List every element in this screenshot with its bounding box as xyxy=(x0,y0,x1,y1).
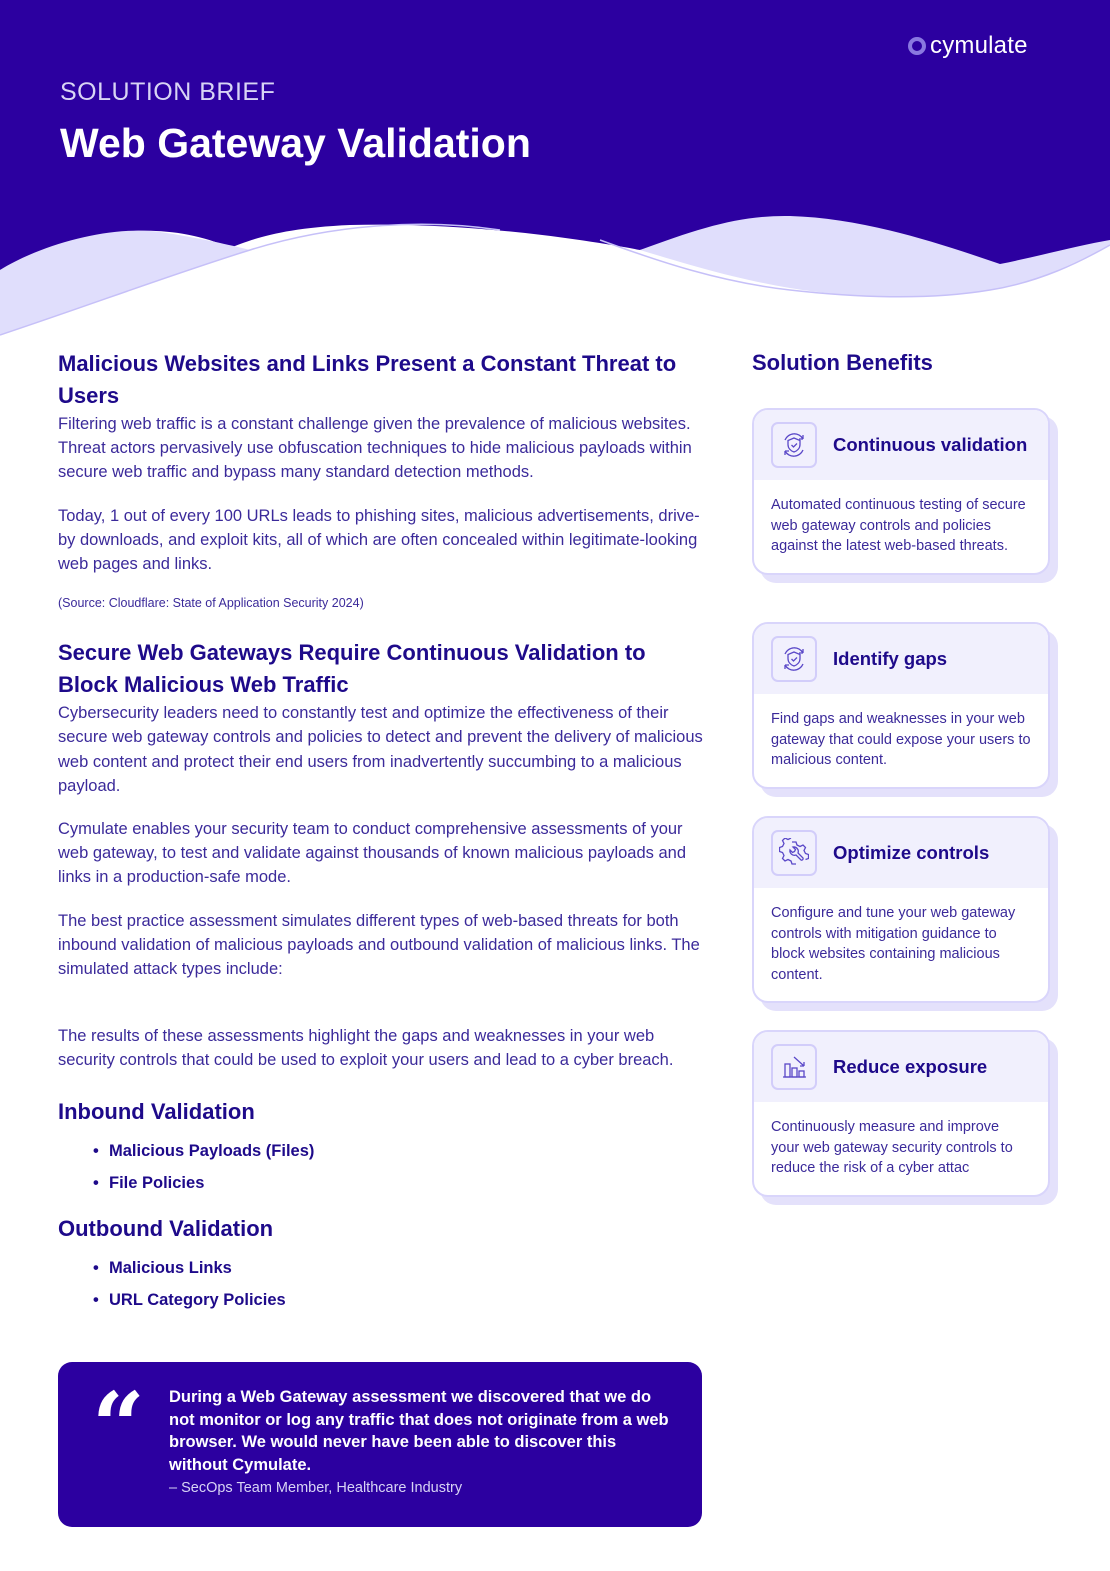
inbound-list xyxy=(58,1135,708,1199)
testimonial-quote xyxy=(58,1362,702,1527)
brand-logo xyxy=(908,32,1028,60)
paragraph: The best practice assessment simulates different types of web-based threats for both inbound validation of malicious payloads and outbound validation of malicious links. The simulated attack types include: xyxy=(58,911,700,979)
benefit-card-identify-gaps xyxy=(752,622,1050,789)
paragraph: The results of these assessments highlight the gaps and weaknesses in your web security controls that could be used to exploit your users and lead to a cyber breach. xyxy=(58,1027,674,1070)
card-header xyxy=(754,1032,1048,1102)
bar-chart-down-icon xyxy=(771,1044,817,1090)
section-heading-validation: Secure Web Gateways Require Continuous Validation to Block Malicious Web Traffic xyxy=(58,640,646,698)
main-content xyxy=(58,348,708,1316)
eyebrow-label: SOLUTION BRIEF xyxy=(60,78,276,106)
list-item: • URL Category Policies xyxy=(58,1284,708,1316)
inbound-heading: Inbound Validation xyxy=(58,1098,255,1124)
shield-refresh-icon xyxy=(771,636,817,682)
card-title: Optimize controls xyxy=(833,842,990,863)
benefit-card-optimize-controls xyxy=(752,816,1050,1003)
card-body: Configure and tune your web gateway controls with mitigation guidance to block websites containing malicious content. xyxy=(771,905,1016,983)
card-title: Reduce exposure xyxy=(833,1056,988,1077)
card-title: Continuous validation xyxy=(833,434,1028,455)
outbound-list xyxy=(58,1252,708,1316)
card-body: Automated continuous testing of secure web gateway controls and policies against the latest web-based threats. xyxy=(771,497,1026,554)
benefit-card-continuous-validation xyxy=(752,408,1050,575)
quote-icon: “ xyxy=(92,1372,145,1480)
logo-mark-icon xyxy=(908,37,926,55)
source-citation: (Source: Cloudflare: State of Application Security 2024) xyxy=(58,596,364,611)
benefit-card-reduce-exposure xyxy=(752,1030,1050,1197)
list-item: • Malicious Payloads (Files) xyxy=(58,1135,708,1167)
section-heading-threat: Malicious Websites and Links Present a Constant Threat to Users xyxy=(58,351,677,408)
card-header xyxy=(754,624,1048,694)
list-item: • Malicious Links xyxy=(58,1252,708,1284)
gear-wrench-icon xyxy=(771,830,817,876)
hero-banner xyxy=(0,0,1110,340)
brand-name: cymulate xyxy=(930,32,1028,59)
card-header xyxy=(754,818,1048,888)
paragraph: Cymulate enables your security team to conduct comprehensive assessments of your web gateway, to test and validate against thousands of known malicious payloads and links in a production-safe mode. xyxy=(58,820,687,887)
shield-refresh-icon xyxy=(771,422,817,468)
benefits-heading: Solution Benefits xyxy=(752,350,933,375)
list-item: • File Policies xyxy=(58,1167,708,1199)
paragraph: Filtering web traffic is a constant challenge given the prevalence of malicious websites. Threat actors pervasively use obfuscation techniques to hide malicious payloads within secure web traffic and bypass many standard detection methods. xyxy=(58,415,692,482)
quote-text: During a Web Gateway assessment we discovered that we do not monitor or log any traffic that does not originate from a web browser. We would never have been able to discover this without Cymulate. xyxy=(169,1388,669,1474)
card-header xyxy=(754,410,1048,480)
solution-benefits xyxy=(752,348,1062,1176)
quote-attribution: – SecOps Team Member, Healthcare Industry xyxy=(169,1480,463,1496)
paragraph: Today, 1 out of every 100 URLs leads to phishing sites, malicious advertisements, drive-by downloads, and exploit kits, all of which are often concealed within legitimate-looking web pages and links. xyxy=(58,506,700,574)
paragraph: Cybersecurity leaders need to constantly test and optimize the effectiveness of their secure web gateway controls and policies to detect and prevent the delivery of malicious web content and protect their end users from inadvertently succumbing to a malicious payload. xyxy=(58,704,703,795)
card-body: Find gaps and weaknesses in your web gateway that could expose your users to malicious content. xyxy=(771,711,1031,768)
outbound-heading: Outbound Validation xyxy=(58,1215,274,1241)
card-title: Identify gaps xyxy=(833,648,948,669)
card-body: Continuously measure and improve your web gateway security controls to reduce the risk of a cyber attac xyxy=(771,1119,1013,1176)
page-title: Web Gateway Validation xyxy=(60,120,531,166)
